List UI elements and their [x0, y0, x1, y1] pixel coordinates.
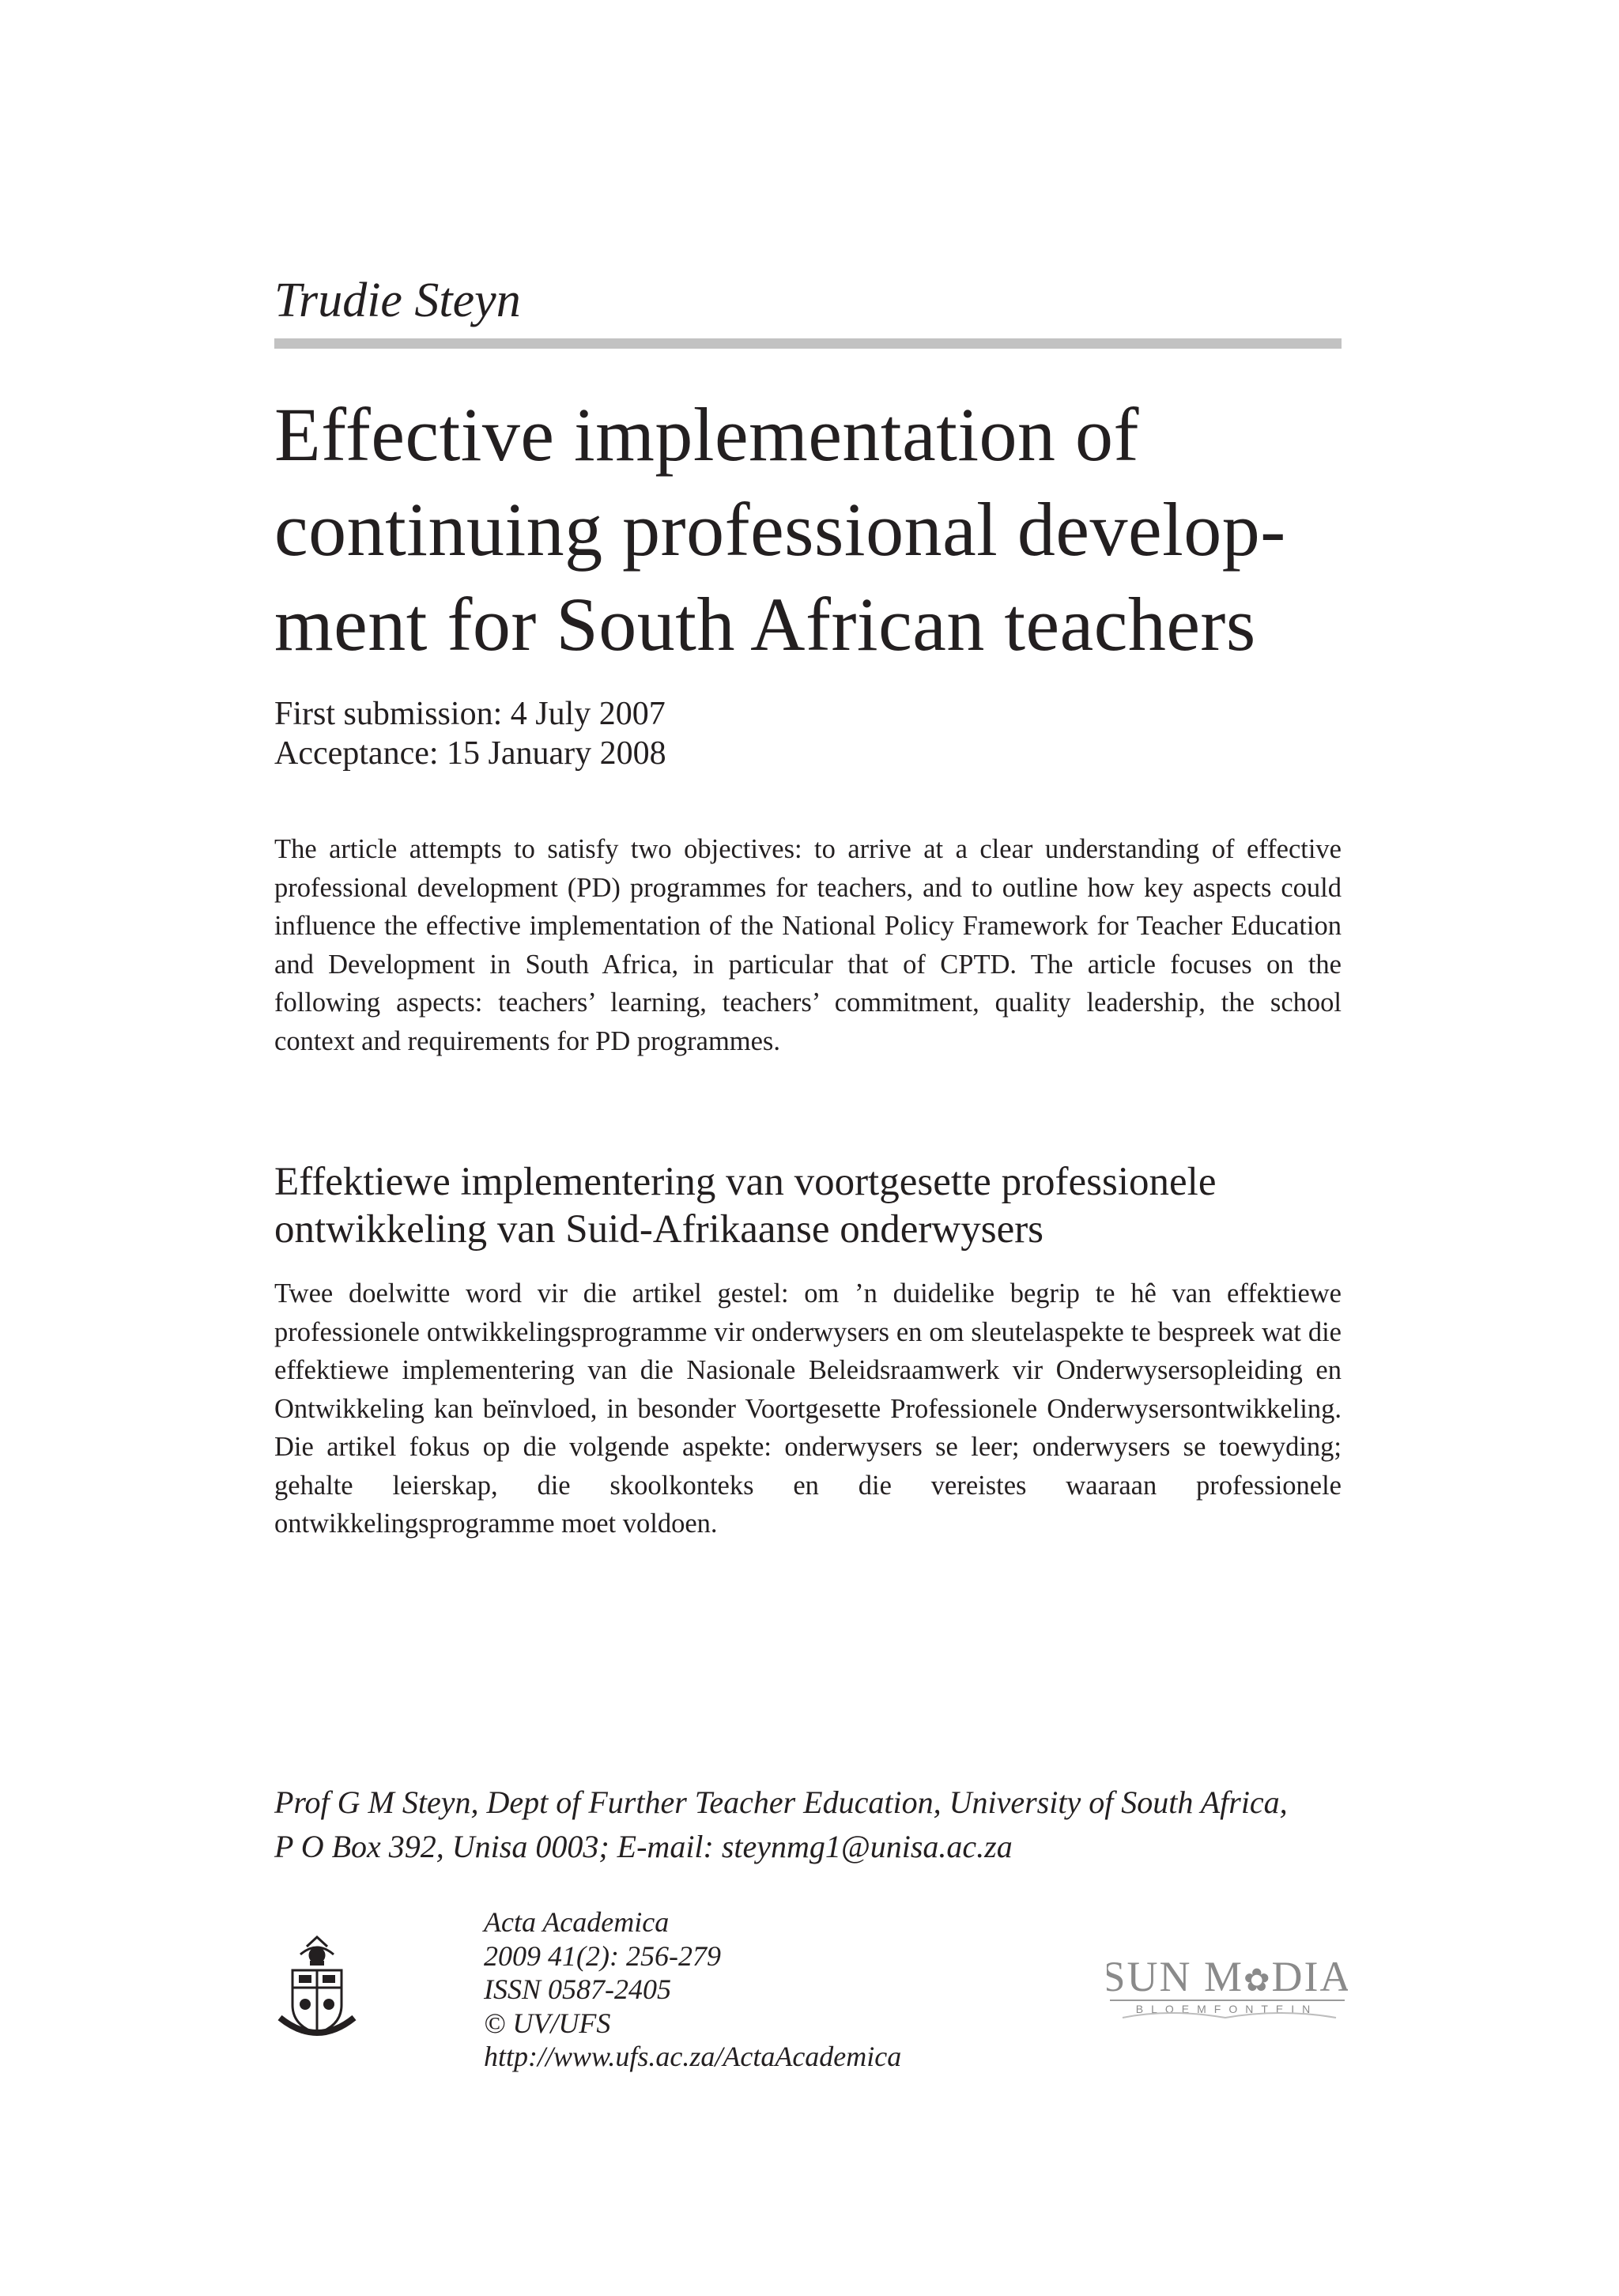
affiliation-line: P O Box 392, Unisa 0003; E-mail: steynmg1@unisa.ac.za [274, 1829, 1013, 1864]
author-affiliation [274, 1781, 1342, 1869]
sun-media-logo-art [1107, 1951, 1348, 2021]
afrikaans-title-line: ontwikkeling van Suid-Afrikaanse onderwysers [274, 1207, 1044, 1252]
article-title [274, 387, 1342, 672]
afrikaans-title-line: Effektiewe implementering van voortgesette professionele [274, 1160, 1217, 1204]
journal-issn: ISSN 0587-2405 [484, 1973, 671, 2005]
title-line: continuing professional develop- [274, 487, 1286, 572]
svg-text:BLOEMFONTEIN: BLOEMFONTEIN [1135, 2003, 1319, 2015]
submission-dates [274, 694, 1342, 773]
header-rule [274, 338, 1342, 349]
afrikaans-title [274, 1158, 1342, 1253]
journal-copyright: © UV/UFS [484, 2007, 611, 2039]
sun-media-logo [1107, 1951, 1348, 2021]
first-submission-date: First submission: 4 July 2007 [274, 696, 666, 732]
affiliation-line: Prof G M Steyn, Dept of Further Teacher Education, University of South Africa, [274, 1784, 1288, 1820]
afrikaans-abstract: Twee doelwitte word vir die artikel gestel: om ’n duidelike begrip te hê van effektiewe professionele ontwikkelingsprogramme vir onderwysers en om sleutelaspekte te bespreek wat die effektiewe implementering van die Nasionale Beleidsraamwerk vir Onderwysersopleiding en Ontwikkeling kan beïnvloed, in besonder Voortgesette Professionele Onderwysersontwikkeling. Die artikel fokus op die volgende aspekte: onderwysers se leer; onderwysers se toewyding; gehalte leierskap, die skoolkonteks en die vereistes waaraan professionele ontwikkelingsprogramme moet voldoen. [274, 1278, 1342, 1539]
title-line: ment for South African teachers [274, 582, 1256, 667]
title-line: Effective implementation of [274, 392, 1140, 477]
acceptance-date: Acceptance: 15 January 2008 [274, 735, 666, 772]
journal-url[interactable]: http://www.ufs.ac.za/ActaAcademica [484, 2041, 902, 2072]
publication-info [484, 1905, 901, 2074]
svg-text:SUN M✿DIA: SUN M✿DIA [1107, 1953, 1348, 2000]
university-crest-logo [269, 1929, 365, 2048]
journal-name: Acta Academica [484, 1906, 670, 1938]
author-name: Trudie Steyn [274, 274, 521, 327]
journal-volume: 2009 41(2): 256-279 [484, 1939, 721, 1972]
english-abstract: The article attempts to satisfy two objectives: to arrive at a clear understanding of effective professional development (PD) programmes for teachers, and to outline how key aspects could influence the effective implementation of the National Policy Framework for Teacher Education and Development in South Africa, in particular that of CPTD. The article focuses on the following aspects: teachers’ learning, teachers’ commitment, quality leadership, the school context and requirements for PD programmes. [274, 834, 1342, 1056]
